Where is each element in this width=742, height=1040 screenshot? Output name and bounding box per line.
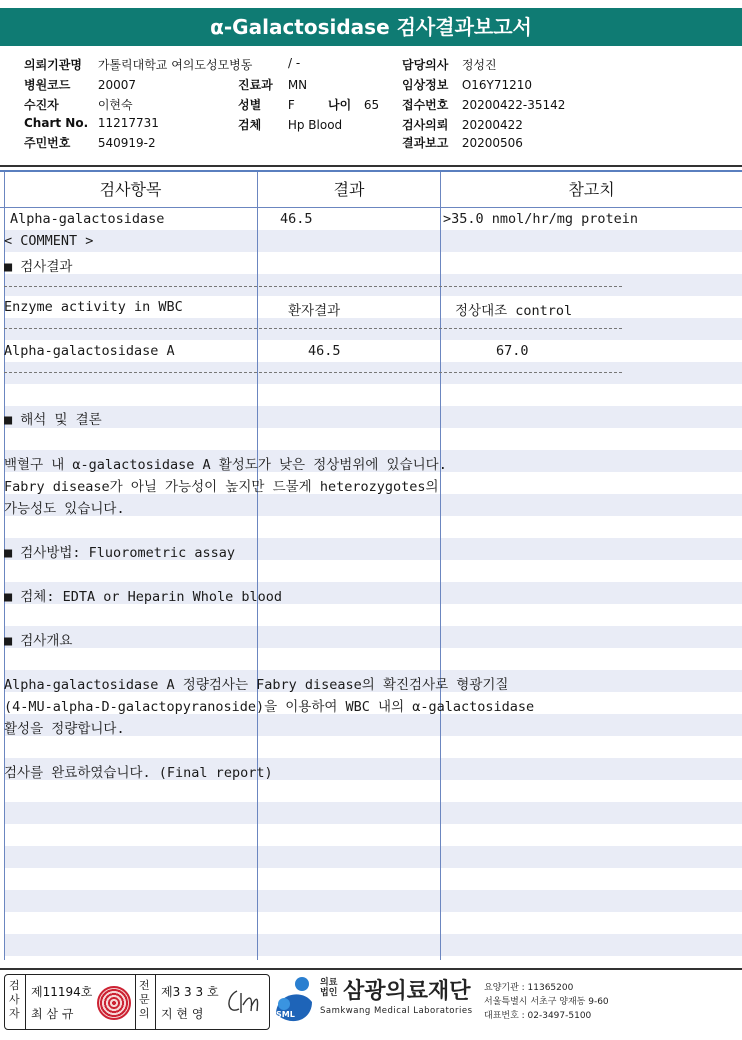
hospital-code-value: 20007 (97, 78, 137, 92)
final-report-line: 검사를 완료하였습니다. (Final report) (4, 765, 273, 781)
doctor (402, 56, 497, 73)
control-header: 정상대조 control (455, 303, 573, 319)
hospital-code (24, 76, 136, 93)
method-line: ■ 검사방법: Fluorometric assay (4, 545, 235, 561)
resident-no (24, 134, 156, 151)
chart-no-value: 11217731 (97, 116, 159, 130)
request-date-label: 검사의뢰 (402, 118, 449, 132)
specimen-type (238, 116, 342, 133)
specialist-name: 지 현 영 (161, 1007, 204, 1021)
stripe (4, 274, 742, 296)
recipient-value: 이현숙 (97, 98, 133, 112)
institution-value: 가톨릭대학교 여의도성모병동 (97, 58, 253, 72)
age (328, 96, 379, 113)
sex-value: F (287, 98, 295, 112)
examiner-name: 최 삼 규 (31, 1007, 74, 1021)
chart-no-label: Chart No. (24, 116, 89, 130)
lab-registration: 요양기관 : 11365200 (484, 983, 574, 993)
specialist-number: 제3 3 3 호 (161, 985, 219, 999)
col-header-reference: 참고치 (568, 180, 615, 199)
receipt-no (402, 96, 565, 113)
column-line (257, 172, 258, 960)
department-label: 진료과 (238, 78, 273, 92)
recipient (24, 96, 133, 113)
specimen-type-value: Hp Blood (287, 118, 343, 132)
stripe (4, 362, 742, 384)
column-line (440, 172, 441, 960)
age-value: 65 (363, 98, 380, 112)
cell-divider (25, 975, 26, 1029)
lab-prefix: 의료법인 (320, 978, 338, 998)
cell-divider (155, 975, 156, 1029)
lab-name: 삼광의료재단 (343, 979, 471, 1004)
lab-address: 서울특별시 서초구 양재동 9-60 (484, 997, 609, 1007)
header-row-border (0, 207, 742, 208)
report-date-label: 결과보고 (402, 136, 449, 150)
sex-label: 성별 (238, 98, 262, 112)
row-result: 46.5 (280, 211, 313, 227)
cell-divider (135, 975, 136, 1029)
receipt-no-label: 접수번호 (402, 98, 449, 112)
header-divider (0, 165, 742, 167)
department-value: MN (287, 78, 308, 92)
stripe (4, 846, 742, 868)
dashed-rule (4, 372, 622, 373)
institution (24, 56, 252, 73)
chart-no (24, 116, 159, 130)
examiner-label: 검사자 (9, 979, 20, 1020)
column-line (4, 172, 5, 960)
report-title: α-Galactosidase 검사결과보고서 (0, 8, 742, 46)
recipient-label: 수진자 (24, 98, 59, 112)
lab-logo-text: SML (276, 1010, 295, 1019)
request-date-value: 20200422 (461, 118, 523, 132)
overview-line-1: Alpha-galactosidase A 정량검사는 Fabry disease의 확진검사로 형광기질 (4, 677, 509, 693)
stripe (4, 318, 742, 340)
specialist-label: 전문의 (139, 979, 150, 1020)
interpretation-line-3: 가능성도 있습니다. (4, 501, 125, 517)
examiner-number: 제11194호 (31, 985, 93, 999)
lab-phone: 대표번호 : 02-3497-5100 (484, 1011, 592, 1021)
interpretation-line-2: Fabry disease가 아닐 가능성이 높지만 드물게 heterozygotes의 (4, 479, 439, 495)
institution-label: 의뢰기관명 (24, 58, 82, 72)
stripe (4, 626, 742, 648)
enzyme-row: Alpha-galactosidase A (4, 343, 175, 359)
enzyme-header: Enzyme activity in WBC (4, 299, 183, 315)
section-overview: ■ 검사개요 (4, 633, 73, 649)
dashed-rule (4, 328, 622, 329)
patient-value: 46.5 (308, 343, 341, 359)
clinical-info-value: O16Y71210 (461, 78, 533, 92)
col-header-result: 결과 (333, 180, 365, 199)
signature-icon (223, 985, 263, 1019)
section-result: ■ 검사결과 (4, 259, 73, 275)
specimen-type-label: 검체 (238, 118, 262, 132)
table-top-border (0, 170, 742, 172)
stripe (4, 230, 742, 252)
stripe (4, 406, 742, 428)
stripe (4, 934, 742, 956)
seal-stamp-icon (97, 986, 131, 1020)
section-interpretation: ■ 해석 및 결론 (4, 412, 102, 428)
interpretation-line-1: 백혈구 내 α-galactosidase A 활성도가 낮은 정상범위에 있습니다. (4, 457, 447, 473)
overview-line-2: (4-MU-alpha-D-galactopyranoside)을 이용하여 WBC 내의 α-galactosidase (4, 699, 535, 715)
report-date-value: 20200506 (461, 136, 523, 150)
clinical-info-label: 임상정보 (402, 78, 449, 92)
patient-result-header: 환자결과 (288, 303, 341, 319)
age-label: 나이 (328, 98, 352, 112)
control-value: 67.0 (496, 343, 529, 359)
lab-english-name: Samkwang Medical Laboratories (320, 1006, 473, 1016)
lab-logo-icon (272, 974, 316, 1028)
col-header-item: 검사항목 (99, 180, 162, 199)
doctor-value: 정성진 (461, 58, 497, 72)
stripe (4, 890, 742, 912)
row-reference: >35.0 nmol/hr/mg protein (443, 211, 639, 227)
clinical-info (402, 76, 532, 93)
footer-divider (0, 968, 742, 970)
sex (238, 96, 295, 113)
stripe (4, 802, 742, 824)
row-item: Alpha-galactosidase (10, 211, 165, 227)
overview-line-3: 활성을 정량합니다. (4, 721, 125, 737)
hospital-code-label: 병원코드 (24, 78, 71, 92)
report-date (402, 134, 523, 151)
dashed-rule (4, 286, 622, 287)
specimen-line: ■ 검체: EDTA or Heparin Whole blood (4, 589, 283, 605)
request-date (402, 116, 523, 133)
receipt-no-value: 20200422-35142 (461, 98, 566, 112)
slash-field: / - (288, 56, 301, 70)
department (238, 76, 307, 93)
resident-no-value: 540919-2 (97, 136, 156, 150)
resident-no-label: 주민번호 (24, 136, 71, 150)
doctor-label: 담당의사 (402, 58, 449, 72)
comment-heading: < COMMENT > (4, 233, 94, 249)
signature-box (4, 974, 270, 1030)
